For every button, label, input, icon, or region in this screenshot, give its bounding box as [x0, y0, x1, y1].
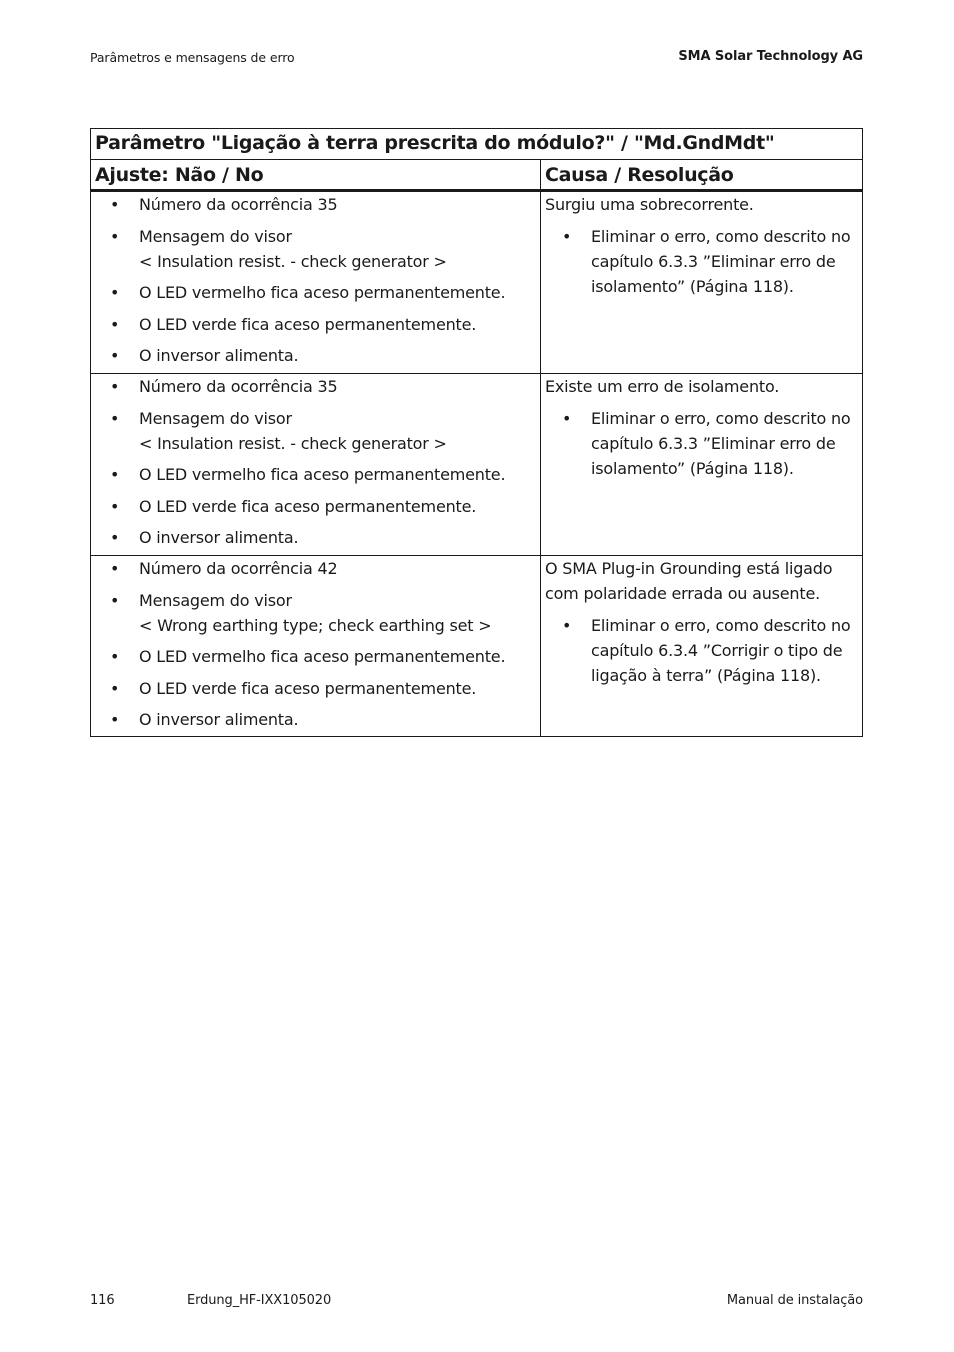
- condition-text: Número da ocorrência 35: [139, 377, 338, 396]
- condition-list: [91, 556, 540, 739]
- condition-list: [91, 192, 540, 375]
- table-row: [91, 192, 862, 374]
- condition-text: Número da ocorrência 35: [139, 195, 338, 214]
- resolution-text: Eliminar o erro, como descrito no capítulo 6.3.3 ”Eliminar erro de isolamento” (Página 118).: [591, 408, 851, 478]
- condition-text: O inversor alimenta.: [139, 346, 299, 365]
- list-item: [91, 192, 540, 217]
- condition-list: [91, 374, 540, 557]
- cause-text: Surgiu uma sobrecorrente.: [545, 195, 754, 214]
- list-item: [91, 644, 540, 669]
- list-item: [91, 224, 540, 274]
- condition-text: O LED vermelho fica aceso permanentemente.: [139, 647, 506, 666]
- condition-text: O LED verde fica aceso permanentemente.: [139, 314, 477, 334]
- cause-cell: [545, 374, 857, 487]
- bullet-icon: •: [110, 283, 120, 302]
- list-item: [91, 676, 540, 701]
- list-item: [91, 494, 540, 519]
- cause-cell: [545, 192, 857, 305]
- resolution-item: [545, 613, 857, 688]
- bullet-icon: •: [110, 528, 120, 547]
- table-row: [91, 374, 862, 556]
- resolution-item: [545, 224, 857, 299]
- cause-cell: [545, 556, 857, 694]
- bullet-icon: •: [110, 678, 120, 698]
- list-item: [91, 707, 540, 732]
- resolution-text: Eliminar o erro, como descrito no capítulo 6.3.4 ”Corrigir o tipo de ligação à terra” (Página 118).: [591, 615, 851, 685]
- condition-text: O LED verde fica aceso permanentemente.: [139, 678, 477, 698]
- bullet-icon: •: [110, 647, 120, 666]
- condition-text: O LED vermelho fica aceso permanentemente.: [139, 465, 506, 484]
- condition-text: O LED verde fica aceso permanentemente.: [139, 496, 477, 516]
- bullet-icon: •: [110, 314, 120, 334]
- bullet-icon: •: [110, 465, 120, 484]
- condition-text: O LED vermelho fica aceso permanentemente.: [139, 283, 506, 302]
- document-code: Erdung_HF-IXX105020: [187, 1293, 332, 1308]
- cause-text: Existe um erro de isolamento.: [545, 377, 780, 396]
- bullet-icon: •: [110, 226, 120, 246]
- resolution-text: Eliminar o erro, como descrito no capítulo 6.3.3 ”Eliminar erro de isolamento” (Página 118).: [591, 226, 851, 296]
- list-item: [91, 556, 540, 581]
- condition-text: O inversor alimenta.: [139, 528, 299, 547]
- condition-text: Mensagem do visor: [139, 226, 292, 246]
- running-header-company: SMA Solar Technology AG: [678, 49, 863, 64]
- parameter-table: [90, 128, 863, 737]
- display-message: < Insulation resist. - check generator >: [139, 433, 447, 453]
- resolution-item: [545, 406, 857, 481]
- condition-text: O inversor alimenta.: [139, 710, 299, 729]
- cause-text: O SMA Plug-in Grounding está ligado com polaridade errada ou ausente.: [545, 559, 833, 603]
- list-item: [91, 525, 540, 550]
- condition-text: Mensagem do visor: [139, 408, 292, 428]
- condition-text: Mensagem do visor: [139, 590, 292, 610]
- bullet-icon: •: [110, 346, 120, 365]
- bullet-icon: •: [562, 615, 572, 635]
- running-header-section: Parâmetros e mensagens de erro: [90, 50, 295, 65]
- bullet-icon: •: [562, 408, 572, 428]
- list-item: [91, 343, 540, 368]
- column-header-cause: Causa / Resolução: [545, 164, 734, 186]
- manual-title: Manual de instalação: [726, 1293, 863, 1308]
- bullet-icon: •: [110, 710, 120, 729]
- display-message: < Wrong earthing type; check earthing set >: [139, 615, 492, 635]
- bullet-icon: •: [110, 559, 120, 578]
- bullet-icon: •: [110, 496, 120, 516]
- bullet-icon: •: [110, 195, 120, 214]
- list-item: [91, 280, 540, 305]
- column-header-setting: Ajuste: Não / No: [95, 164, 264, 186]
- list-item: [91, 406, 540, 456]
- list-item: [91, 462, 540, 487]
- condition-text: Número da ocorrência 42: [139, 559, 338, 578]
- page-number: 116: [90, 1293, 115, 1308]
- table-row: [91, 556, 862, 736]
- table-header-row: [91, 160, 862, 192]
- list-item: [91, 588, 540, 638]
- bullet-icon: •: [110, 377, 120, 396]
- bullet-icon: •: [110, 590, 120, 610]
- list-item: [91, 312, 540, 337]
- bullet-icon: •: [110, 408, 120, 428]
- table-title: Parâmetro "Ligação à terra prescrita do módulo?" / "Md.GndMdt": [91, 129, 862, 160]
- display-message: < Insulation resist. - check generator >: [139, 251, 447, 271]
- list-item: [91, 374, 540, 399]
- bullet-icon: •: [562, 226, 572, 246]
